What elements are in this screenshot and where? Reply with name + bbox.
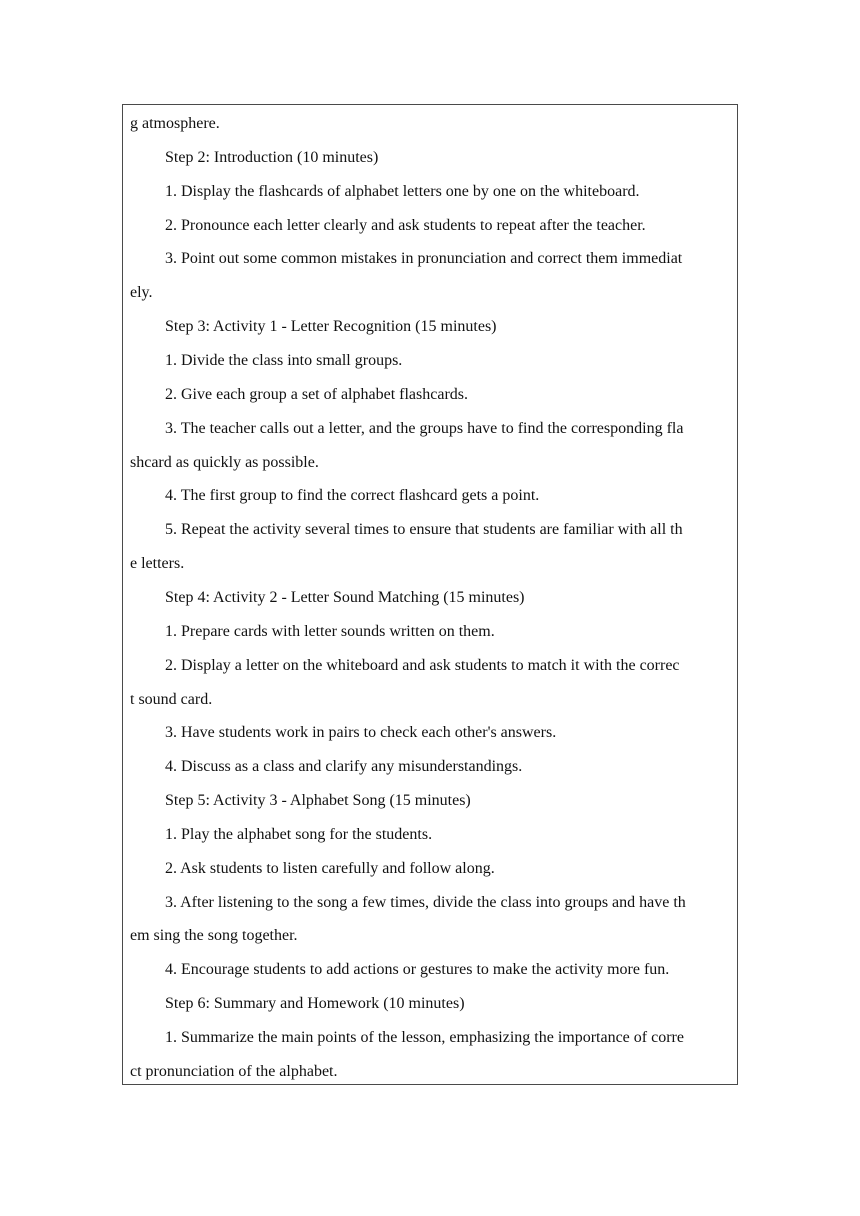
paragraph-line: 3. Have students work in pairs to check each other's answers. [165, 724, 557, 742]
lesson-plan-table-cell [122, 104, 738, 1085]
paragraph-line: Step 2: Introduction (10 minutes) [165, 148, 379, 166]
continuation-line: g atmosphere. [130, 115, 220, 132]
continuation-line: e letters. [130, 555, 185, 573]
continuation-line: em sing the song together. [130, 927, 298, 945]
paragraph-line: 3. After listening to the song a few times, divide the class into groups and have th [165, 893, 686, 911]
paragraph-line: Step 4: Activity 2 - Letter Sound Matching (15 minutes) [165, 588, 525, 606]
continuation-line: t sound card. [130, 690, 213, 708]
paragraph-line: Step 6: Summary and Homework (10 minutes) [165, 995, 465, 1013]
continuation-line: ely. [130, 284, 153, 302]
paragraph-line: 1. Prepare cards with letter sounds written on them. [165, 622, 495, 640]
paragraph-line: 3. Point out some common mistakes in pronunciation and correct them immediat [165, 250, 683, 268]
continuation-line: ct pronunciation of the alphabet. [130, 1062, 338, 1080]
paragraph-line: 5. Repeat the activity several times to ensure that students are familiar with all th [165, 521, 683, 539]
continuation-line: shcard as quickly as possible. [130, 453, 319, 471]
paragraph-line: 4. The first group to find the correct flashcard gets a point. [165, 487, 540, 505]
paragraph-line: 1. Play the alphabet song for the students. [165, 825, 433, 843]
paragraph-line: 2. Pronounce each letter clearly and ask students to repeat after the teacher. [165, 216, 646, 234]
paragraph-line: Step 3: Activity 1 - Letter Recognition (15 minutes) [165, 318, 497, 336]
paragraph-line: 4. Discuss as a class and clarify any misunderstandings. [165, 758, 523, 776]
paragraph-line: 4. Encourage students to add actions or gestures to make the activity more fun. [165, 961, 670, 979]
paragraph-line: 1. Divide the class into small groups. [165, 352, 403, 369]
paragraph-line: Step 5: Activity 3 - Alphabet Song (15 minutes) [165, 792, 471, 809]
paragraph-line: 2. Display a letter on the whiteboard and ask students to match it with the correc [165, 656, 680, 674]
paragraph-line: 1. Display the flashcards of alphabet letters one by one on the whiteboard. [165, 182, 640, 200]
paragraph-line: 2. Give each group a set of alphabet flashcards. [165, 385, 468, 403]
paragraph-line: 3. The teacher calls out a letter, and the groups have to find the corresponding fla [165, 419, 684, 437]
paragraph-line: 2. Ask students to listen carefully and follow along. [165, 859, 495, 877]
paragraph-line: 1. Summarize the main points of the lesson, emphasizing the importance of corre [165, 1029, 684, 1046]
